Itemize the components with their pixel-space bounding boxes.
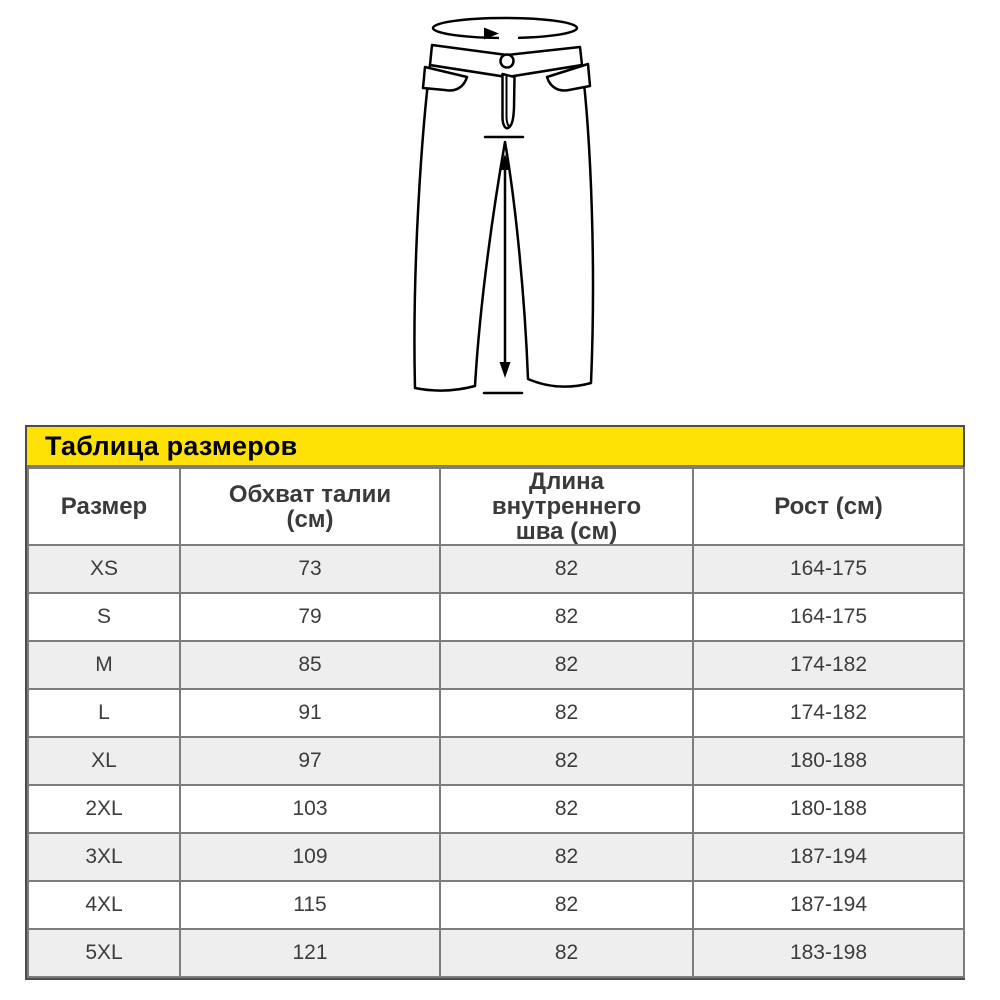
cell-waist: 109 bbox=[180, 833, 440, 881]
col-header-inseam bbox=[440, 468, 693, 545]
header-row bbox=[28, 468, 964, 545]
col-header-line: шва (см) bbox=[515, 518, 618, 545]
cell-height: 183-198 bbox=[693, 929, 964, 977]
table-row bbox=[28, 593, 964, 641]
cell-size: L bbox=[28, 689, 180, 737]
col-header-line: Размер bbox=[60, 493, 148, 520]
pants-diagram bbox=[395, 0, 625, 420]
table-row bbox=[28, 689, 964, 737]
cell-height: 174-182 bbox=[693, 689, 964, 737]
cell-size: XS bbox=[28, 545, 180, 593]
pants-fly bbox=[503, 74, 515, 128]
cell-size: M bbox=[28, 641, 180, 689]
cell-waist: 91 bbox=[180, 689, 440, 737]
cell-height: 164-175 bbox=[693, 545, 964, 593]
col-header-line: внутреннего bbox=[491, 493, 642, 520]
size-table-title: Таблица размеров bbox=[27, 427, 963, 467]
cell-height: 180-188 bbox=[693, 785, 964, 833]
cell-waist: 79 bbox=[180, 593, 440, 641]
cell-inseam: 82 bbox=[440, 833, 693, 881]
cell-height: 187-194 bbox=[693, 833, 964, 881]
col-header-size bbox=[28, 468, 180, 545]
cell-height: 174-182 bbox=[693, 641, 964, 689]
table-row bbox=[28, 785, 964, 833]
waistband-button-circle bbox=[501, 55, 514, 68]
col-header-line: Обхват талии bbox=[228, 480, 392, 508]
cell-waist: 103 bbox=[180, 785, 440, 833]
cell-inseam: 82 bbox=[440, 737, 693, 785]
col-header-line: Рост (см) bbox=[774, 493, 883, 520]
cell-inseam: 82 bbox=[440, 881, 693, 929]
cell-waist: 121 bbox=[180, 929, 440, 977]
col-header-line: Длина bbox=[529, 468, 604, 495]
cell-height: 187-194 bbox=[693, 881, 964, 929]
cell-inseam: 82 bbox=[440, 689, 693, 737]
cell-size: 2XL bbox=[28, 785, 180, 833]
table-row bbox=[28, 833, 964, 881]
size-table-grid bbox=[27, 467, 965, 978]
table-row bbox=[28, 641, 964, 689]
cell-height: 164-175 bbox=[693, 593, 964, 641]
cell-size: 4XL bbox=[28, 881, 180, 929]
size-table bbox=[25, 425, 965, 980]
cell-inseam: 82 bbox=[440, 545, 693, 593]
cell-waist: 85 bbox=[180, 641, 440, 689]
inseam-arrow-icon bbox=[484, 137, 523, 393]
cell-waist: 97 bbox=[180, 737, 440, 785]
cell-waist: 73 bbox=[180, 545, 440, 593]
col-header-waist bbox=[180, 468, 440, 545]
table-row bbox=[28, 881, 964, 929]
cell-size: 3XL bbox=[28, 833, 180, 881]
cell-size: S bbox=[28, 593, 180, 641]
table-row bbox=[28, 929, 964, 977]
cell-height: 180-188 bbox=[693, 737, 964, 785]
cell-size: 5XL bbox=[28, 929, 180, 977]
waist-arrow-icon bbox=[433, 18, 577, 42]
col-header-line: (см) bbox=[286, 505, 334, 533]
cell-inseam: 82 bbox=[440, 641, 693, 689]
table-row bbox=[28, 545, 964, 593]
cell-inseam: 82 bbox=[440, 785, 693, 833]
cell-size: XL bbox=[28, 737, 180, 785]
cell-inseam: 82 bbox=[440, 593, 693, 641]
cell-waist: 115 bbox=[180, 881, 440, 929]
cell-inseam: 82 bbox=[440, 929, 693, 977]
col-header-height bbox=[693, 468, 964, 545]
table-row bbox=[28, 737, 964, 785]
